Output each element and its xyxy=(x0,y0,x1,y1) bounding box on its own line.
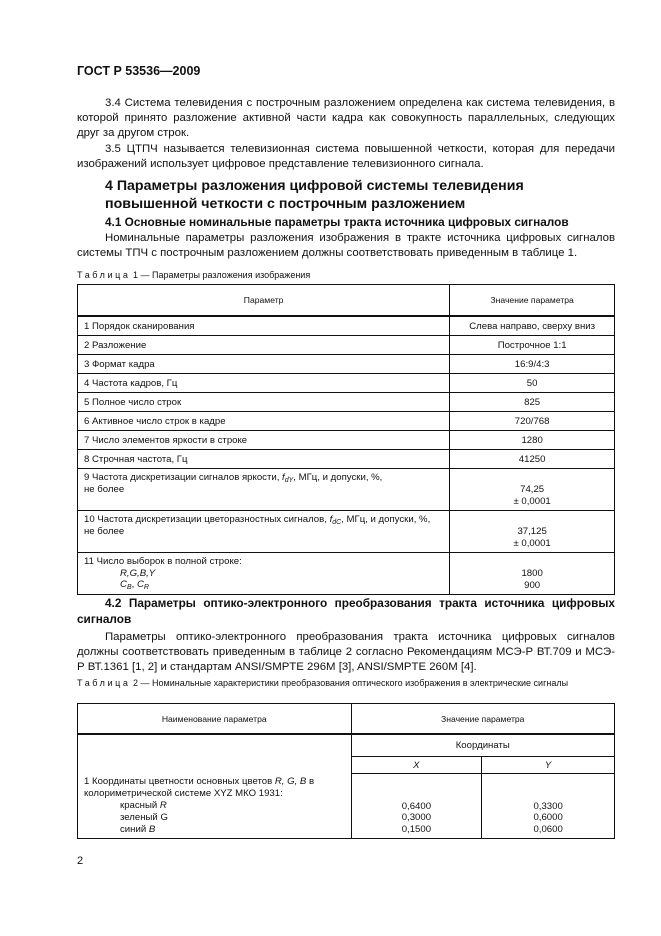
param-symbol: R, G, B xyxy=(274,776,307,787)
paragraph-4-1 xyxy=(77,231,615,261)
table-row xyxy=(78,469,615,511)
row-param xyxy=(78,553,450,595)
value-text: 1800 xyxy=(521,567,543,579)
table-2-caption xyxy=(77,677,615,689)
color-name: синий xyxy=(120,824,149,835)
x-values xyxy=(351,774,482,839)
row-value: Слева направо, сверху вниз xyxy=(450,316,615,336)
param-text: в колориметрической системе XYZ МКО 1931: xyxy=(84,776,315,799)
color-green xyxy=(84,812,345,824)
row-param: 6 Активное число строк в кадре xyxy=(78,412,450,431)
param-symbol: f xyxy=(282,472,285,483)
table-row xyxy=(78,553,615,595)
table-row xyxy=(78,393,615,412)
subscript: R xyxy=(143,584,149,591)
param-text: , МГц, и допуски, %, xyxy=(293,472,383,483)
coord-y-header: Y xyxy=(482,757,615,774)
section-4-heading: 4 Параметры разложения цифровой системы телевидения повышенной четкости с построчным разложением xyxy=(105,178,524,212)
row-value: 41250 xyxy=(450,450,615,469)
param-text: не более xyxy=(84,484,125,495)
paragraph-3-4-text: 3.4 Система телевидения с построчным разложением определена как система телевидения, в которой принято разложение активной части кадра как совокупность параллельных, следующих друг за другом строк. xyxy=(77,97,615,140)
param-text: 1 Координаты цветности основных цветов xyxy=(84,776,275,787)
param-subscript: dY xyxy=(284,477,294,484)
table-2-caption-text: 2 — Номинальные характеристики преобразования оптического изображения в электрические сигналы xyxy=(133,678,569,688)
value-text: 37,125 xyxy=(517,526,547,537)
y-value: 0,3300 xyxy=(533,800,563,812)
symbol: C xyxy=(136,579,144,590)
row-param: 1 Порядок сканирования xyxy=(78,316,450,336)
table-2-header-param: Наименование параметра xyxy=(78,704,352,735)
param-text: 10 Частота дискретизации цветоразностных сигналов, xyxy=(84,514,330,525)
table-row xyxy=(78,316,615,336)
row-value: 825 xyxy=(450,393,615,412)
subscript: B xyxy=(126,584,132,591)
table-1-caption-text: 1 — Параметры разложения изображения xyxy=(133,270,311,280)
table-2-header-value: Значение параметра xyxy=(351,704,615,735)
page-number: 2 xyxy=(77,855,84,867)
paragraph-3-5 xyxy=(77,142,615,172)
table-2-caption-label: Таблица xyxy=(77,678,131,688)
param-subitem: R,G,B,Y xyxy=(120,567,156,579)
param-desc xyxy=(84,776,345,800)
symbol: C xyxy=(120,579,127,590)
color-red xyxy=(84,800,345,812)
row-value xyxy=(450,469,615,511)
table-1 xyxy=(77,284,615,595)
paragraph-4-2-text: Параметры оптико-электронного преобразования тракта источника цифровых сигналов должны соответствовать приведенным в таблице 2 согласно Рекомендациям МСЭ-Р ВТ.709 и МСЭ-Р ВТ.1361 [1, 2] и стандартам ANSI/SMPTE 296M [3], ANSI/SMPTE 260M [4]. xyxy=(77,631,615,674)
table-row xyxy=(78,511,615,553)
coord-x-header: X xyxy=(351,757,482,774)
param-text: , МГц, и допуски, %, xyxy=(341,514,431,525)
y-value: 0,6000 xyxy=(533,812,563,824)
row-value: 50 xyxy=(450,374,615,393)
color-symbol: B xyxy=(148,824,156,835)
table-row xyxy=(78,355,615,374)
separator: , xyxy=(131,579,137,590)
paragraph-3-4 xyxy=(77,96,615,142)
row-value: 16:9/4:3 xyxy=(450,355,615,374)
param-text: не более xyxy=(84,526,125,537)
table-1-header-value: Значение параметра xyxy=(450,285,615,317)
x-value: 0,3000 xyxy=(401,812,432,824)
value-text: 900 xyxy=(524,579,541,591)
table-row xyxy=(78,450,615,469)
row-param xyxy=(78,734,352,839)
row-param xyxy=(78,469,450,511)
table-1-caption-label: Таблица xyxy=(77,270,131,280)
param-symbol: f xyxy=(329,514,333,525)
document-header: ГОСТ Р 53536—2009 xyxy=(77,64,201,78)
paragraph-3-5-text: 3.5 ЦТПЧ называется телевизионная система повышенной четкости, которая для передачи изображений использует цифровое представление телевизионного сигнала. xyxy=(77,143,615,171)
row-param: 4 Частота кадров, Гц xyxy=(78,374,450,393)
row-value: 720/768 xyxy=(450,412,615,431)
table-row xyxy=(78,431,615,450)
y-value: 0,0600 xyxy=(533,823,563,835)
row-value: 1280 xyxy=(450,431,615,450)
paragraph-4-1-text: Номинальные параметры разложения изображения в тракте источника цифровых сигналов системы ТПЧ с построчным разложением должны соответствовать приведенным в таблице 1. xyxy=(77,232,615,260)
y-values xyxy=(482,774,615,839)
table-2 xyxy=(77,703,615,839)
coordinates-subheader: Координаты xyxy=(351,734,615,757)
color-name: красный xyxy=(120,800,160,811)
row-param: 7 Число элементов яркости в строке xyxy=(78,431,450,450)
param-text: 11 Число выборок в полной строке: xyxy=(84,556,242,567)
table-row xyxy=(78,374,615,393)
section-4-1-heading: 4.1 Основные номинальные параметры тракта источника цифровых сигналов xyxy=(105,215,569,229)
table-1-header-param: Параметр xyxy=(78,285,450,317)
row-value xyxy=(450,511,615,553)
row-param: 3 Формат кадра xyxy=(78,355,450,374)
section-4-2-heading: 4.2 Параметры оптико-электронного преобразования тракта источника цифровых сигналов xyxy=(77,596,615,626)
param-subscript: dC xyxy=(332,519,342,526)
tolerance-text: ± 0,0001 xyxy=(513,538,551,549)
table-1-caption xyxy=(77,269,615,281)
row-param: 2 Разложение xyxy=(78,336,450,355)
param-subitem xyxy=(84,579,443,594)
table-row xyxy=(78,412,615,431)
value-text: 74,25 xyxy=(520,484,545,495)
table-row xyxy=(78,336,615,355)
row-param: 5 Полное число строк xyxy=(78,393,450,412)
row-value xyxy=(450,553,615,595)
paragraph-4-2 xyxy=(77,630,615,676)
color-symbol: R xyxy=(159,800,167,811)
row-value: Построчное 1:1 xyxy=(450,336,615,355)
param-text: 9 Частота дискретизации сигналов яркости, xyxy=(84,472,283,483)
x-value: 0,6400 xyxy=(401,800,432,812)
tolerance-text: ± 0,0001 xyxy=(513,496,551,507)
row-param: 8 Строчная частота, Гц xyxy=(78,450,450,469)
color-blue xyxy=(84,824,345,838)
color-name: зеленый G xyxy=(120,812,168,823)
row-param xyxy=(78,511,450,553)
x-value: 0,1500 xyxy=(401,823,432,835)
